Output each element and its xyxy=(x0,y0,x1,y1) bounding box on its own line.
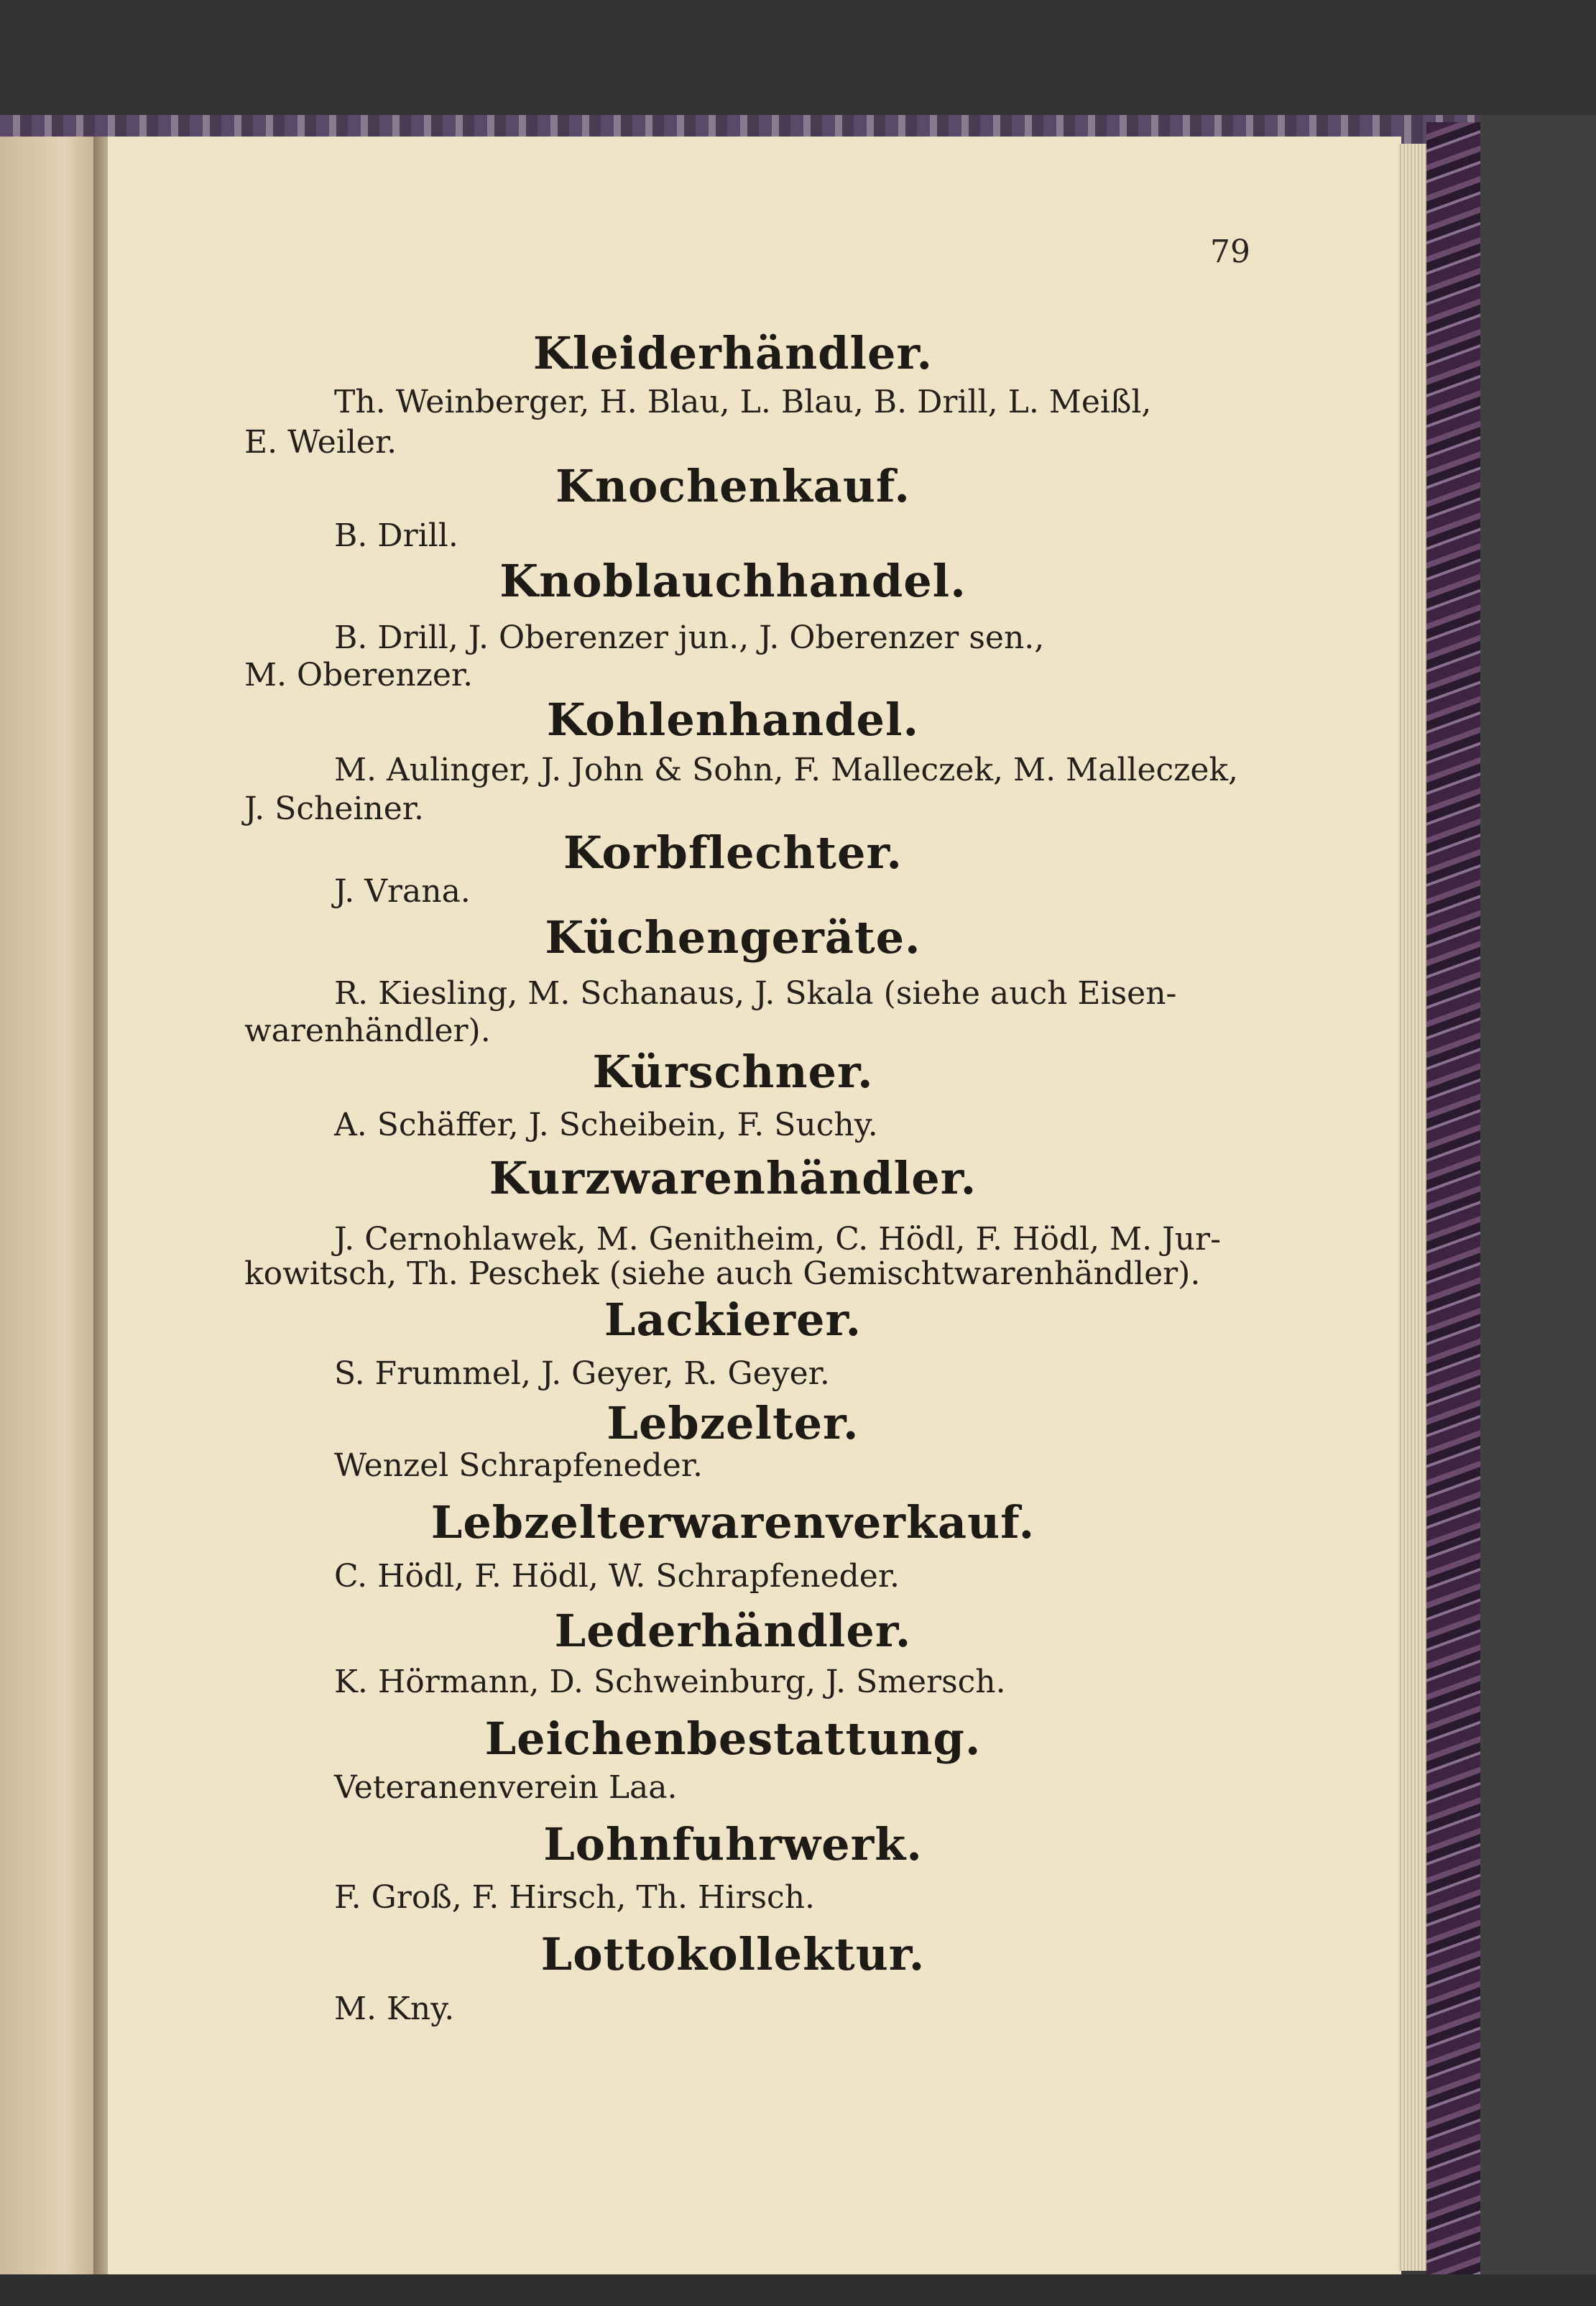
left-page-edge xyxy=(0,137,108,2278)
entry-line: Veteranenverein Laa. xyxy=(334,1769,678,1806)
entry-line: R. Kiesling, M. Schanaus, J. Skala (siehe auch Eisen- xyxy=(334,975,1177,1012)
entry-line: C. Hödl, F. Hödl, W. Schrapfeneder. xyxy=(334,1558,900,1595)
entry-line: B. Drill, J. Oberenzer jun., J. Oberenzer sen., xyxy=(334,619,1045,656)
section-heading: Kurzwarenhändler. xyxy=(489,1152,977,1204)
section-heading: Leichenbestattung. xyxy=(484,1712,982,1765)
entry-line: M. Oberenzer. xyxy=(244,657,474,693)
entry-line: kowitsch, Th. Peschek (siehe auch Gemischtwarenhändler). xyxy=(244,1255,1201,1292)
section-heading: Korbflechter. xyxy=(563,826,903,879)
entry-line: J. Vrana. xyxy=(334,873,471,910)
entry-line: Wenzel Schrapfeneder. xyxy=(334,1447,703,1484)
entry-line: S. Frummel, J. Geyer, R. Geyer. xyxy=(334,1355,830,1392)
section-heading: Lebzelterwarenverkauf. xyxy=(430,1496,1035,1549)
section-heading: Lohnfuhrwerk. xyxy=(543,1818,923,1871)
entry-line: Th. Weinberger, H. Blau, L. Blau, B. Drill, L. Meißl, xyxy=(334,384,1152,420)
scan-background-top xyxy=(0,0,1596,122)
section-heading: Knoblauchhandel. xyxy=(499,555,967,607)
section-heading: Lebzelter. xyxy=(606,1397,859,1449)
entry-line: E. Weiler. xyxy=(244,424,397,461)
entry-line: warenhändler). xyxy=(244,1013,491,1049)
section-heading: Kohlenhandel. xyxy=(546,693,920,746)
entry-line: J. Cernohlawek, M. Genitheim, C. Hödl, F. Hödl, M. Jur- xyxy=(334,1221,1221,1258)
section-heading: Lottokollektur. xyxy=(540,1928,926,1980)
entry-line: J. Scheiner. xyxy=(244,790,424,827)
page-stack-edge xyxy=(1398,144,1430,2271)
section-heading: Knochenkauf. xyxy=(555,460,910,512)
section-heading: Lackierer. xyxy=(604,1293,862,1346)
section-heading: Lederhändler. xyxy=(554,1605,912,1657)
entry-line: B. Drill. xyxy=(334,517,458,554)
section-heading: Kleiderhändler. xyxy=(532,327,933,379)
entry-line: M. Kny. xyxy=(334,1991,455,2027)
entry-line: F. Groß, F. Hirsch, Th. Hirsch. xyxy=(334,1879,816,1916)
entry-line: A. Schäffer, J. Scheibein, F. Suchy. xyxy=(334,1107,878,1143)
section-heading: Küchengeräte. xyxy=(545,911,921,964)
page-number: 79 xyxy=(1210,234,1250,270)
scan-background-bottom xyxy=(0,2274,1596,2306)
entry-line: K. Hörmann, D. Schweinburg, J. Smersch. xyxy=(334,1664,1006,1700)
entry-line: M. Aulinger, J. John & Sohn, F. Malleczek, M. Malleczek, xyxy=(334,752,1239,788)
section-heading: Kürschner. xyxy=(592,1046,874,1098)
book-cover-side xyxy=(1480,115,1596,2306)
